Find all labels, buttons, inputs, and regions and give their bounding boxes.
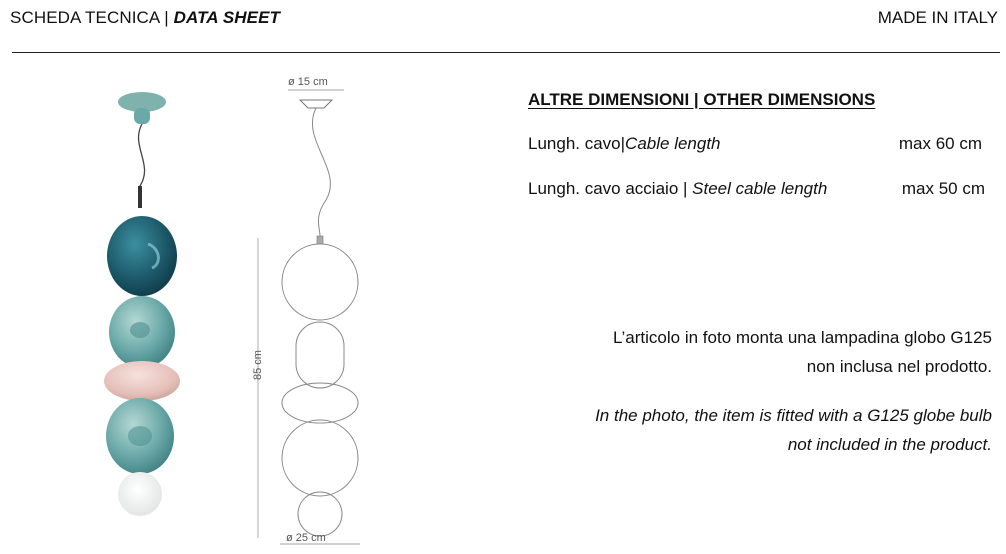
italian-note-line-1: L’articolo in foto monta una lampadina globo G125 bbox=[613, 328, 992, 347]
bottom-diameter-label: ø 25 cm bbox=[286, 532, 326, 544]
drawing-bulb bbox=[298, 492, 342, 536]
drawing-capsule bbox=[296, 322, 344, 388]
italian-bulb-note bbox=[613, 323, 992, 381]
other-dimensions-title: ALTRE DIMENSIONI | OTHER DIMENSIONS bbox=[528, 90, 876, 109]
italian-note-line-2: non inclusa nel prodotto. bbox=[806, 357, 992, 376]
sheet-title bbox=[10, 8, 280, 28]
made-in-italy-label: MADE IN ITALY bbox=[877, 8, 998, 27]
english-bulb-note bbox=[595, 401, 992, 459]
top-diameter-label: ø 15 cm bbox=[288, 76, 328, 88]
drawing-ring bbox=[282, 383, 358, 423]
product-photo bbox=[90, 86, 200, 516]
globe-bulb bbox=[118, 472, 162, 516]
pink-ring bbox=[104, 361, 180, 401]
english-note-line-2: not included in the product. bbox=[787, 435, 992, 454]
height-label: 85 cm bbox=[252, 350, 264, 380]
steel-cable-length-row bbox=[528, 179, 985, 199]
steel-cable-label-en: Steel cable length bbox=[692, 179, 828, 198]
cable-length-label-it: Lungh. cavo| bbox=[528, 134, 626, 153]
sheet-title-english: DATA SHEET bbox=[173, 8, 281, 27]
steel-cable-length-value: max 50 cm bbox=[901, 179, 985, 198]
english-note-line-1: In the photo, the item is fitted with a G125 globe bulb bbox=[595, 406, 992, 425]
cable-length-label-en: Cable length bbox=[625, 134, 721, 153]
drawing-canopy bbox=[300, 100, 332, 108]
cable-length-row bbox=[528, 134, 982, 154]
drawing-top-sphere bbox=[282, 244, 358, 320]
sheet-title-italian: SCHEDA TECNICA | bbox=[10, 8, 174, 27]
dark-teal-sphere bbox=[107, 216, 177, 296]
steel-cable-label-it: Lungh. cavo acciaio | bbox=[528, 179, 693, 198]
drawing-lower-sphere bbox=[282, 420, 358, 496]
cable-length-value: max 60 cm bbox=[898, 134, 982, 153]
header-divider bbox=[12, 52, 1000, 53]
technical-drawing bbox=[240, 70, 370, 550]
drawing-cable bbox=[312, 108, 330, 242]
